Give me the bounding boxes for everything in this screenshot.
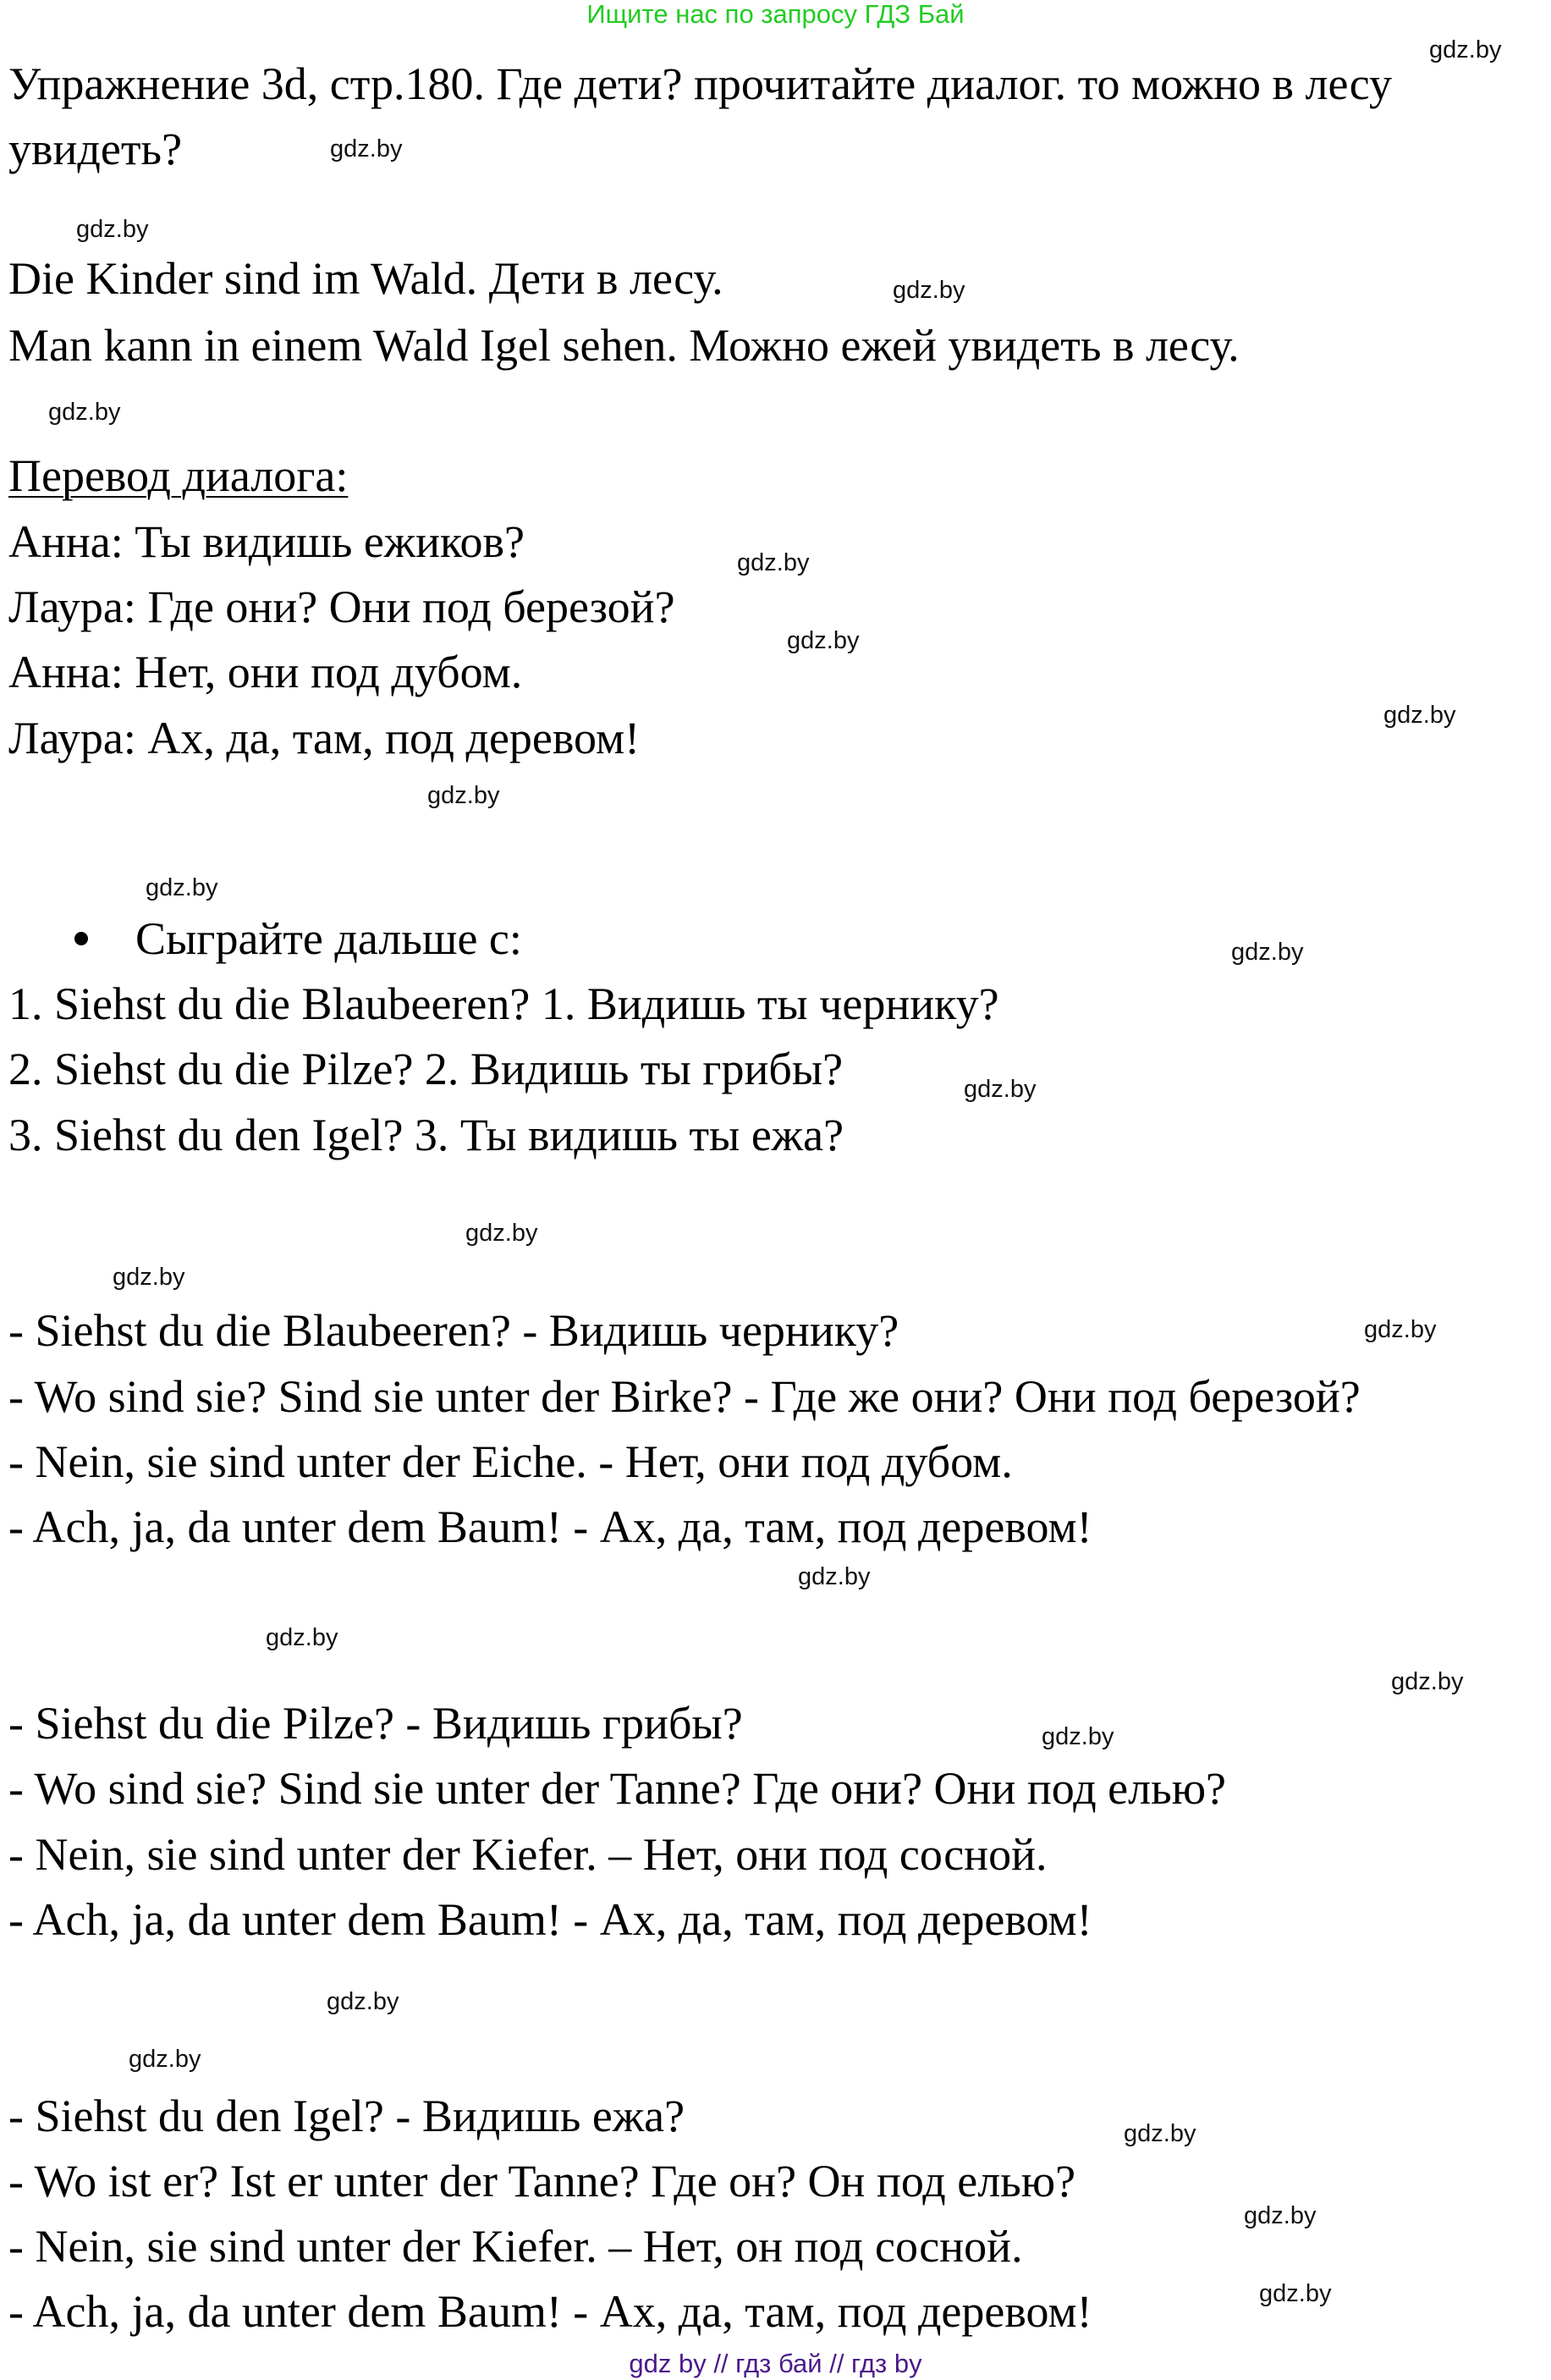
play-item: 1. Siehst du die Blaubeeren? 1. Видишь ты чернику? <box>8 978 999 1029</box>
exercise-title-line-2: увидеть? <box>8 124 183 174</box>
bullet-icon <box>74 932 88 945</box>
watermark: gdz.by <box>1364 1316 1437 1343</box>
watermark: gdz.by <box>737 549 810 576</box>
play-bullet-text: Сыграйте дальше с: <box>135 913 522 964</box>
watermark: gdz.by <box>427 782 500 809</box>
answer-line: Die Kinder sind im Wald. Дети в лесу. <box>8 253 723 304</box>
watermark: gdz.by <box>113 1264 185 1291</box>
watermark: gdz.by <box>1124 2120 1196 2147</box>
watermark: gdz.by <box>330 135 403 163</box>
watermark: gdz.by <box>1429 36 1502 63</box>
watermark: gdz.by <box>798 1563 871 1590</box>
dialog-2-line: - Siehst du die Pilze? - Видишь грибы? <box>8 1698 743 1749</box>
watermark: gdz.by <box>787 627 860 654</box>
watermark: gdz.by <box>327 1988 399 2015</box>
watermark: gdz.by <box>1383 702 1456 729</box>
watermark: gdz.by <box>1244 2202 1317 2229</box>
watermark: gdz.by <box>146 874 218 901</box>
translation-line: Анна: Ты видишь ежиков? <box>8 516 525 567</box>
watermark: gdz.by <box>465 1220 538 1247</box>
dialog-1-line: - Siehst du die Blaubeeren? - Видишь чернику? <box>8 1305 899 1356</box>
watermark: gdz.by <box>48 399 121 426</box>
dialog-2-line: - Wo sind sie? Sind sie unter der Tanne? Где они? Они под елью? <box>8 1763 1227 1814</box>
watermark: gdz.by <box>1231 939 1304 966</box>
footer-links[interactable]: gdz by // гдз бай // гдз by <box>629 2349 922 2378</box>
watermark: gdz.by <box>893 277 965 304</box>
dialog-1-line: - Ach, ja, da unter dem Baum! - Ах, да, там, под деревом! <box>8 1501 1092 1552</box>
dialog-2-line: - Ach, ja, da unter dem Baum! - Ах, да, там, под деревом! <box>8 1894 1092 1945</box>
dialog-1-line: - Wo sind sie? Sind sie unter der Birke? - Где же они? Они под березой? <box>8 1371 1361 1422</box>
watermark: gdz.by <box>1042 1723 1114 1750</box>
dialog-2-line: - Nein, sie sind unter der Kiefer. – Нет, они под сосной. <box>8 1829 1048 1880</box>
translation-line: Лаура: Где они? Они под березой? <box>8 581 675 632</box>
dialog-3-line: - Wo ist er? Ist er unter der Tanne? Где он? Он под елью? <box>8 2156 1076 2206</box>
watermark: gdz.by <box>1391 1668 1464 1695</box>
watermark: gdz.by <box>76 216 149 243</box>
play-item: 3. Siehst du den Igel? 3. Ты видишь ты ежа? <box>8 1110 844 1160</box>
answer-line: Man kann in einem Wald Igel sehen. Можно ежей увидеть в лесу. <box>8 320 1240 371</box>
watermark: gdz.by <box>266 1624 338 1651</box>
watermark: gdz.by <box>964 1076 1037 1103</box>
dialog-3-line: - Siehst du den Igel? - Видишь ежа? <box>8 2091 685 2141</box>
exercise-title-line-1: Упражнение 3d, стр.180. Где дети? прочитайте диалог. то можно в лесу <box>8 58 1393 109</box>
header-banner[interactable]: Ищите нас по запросу ГДЗ Бай <box>586 0 965 29</box>
dialog-3-line: - Ach, ja, da unter dem Baum! - Ах, да, там, под деревом! <box>8 2286 1092 2337</box>
translation-line: Лаура: Ах, да, там, под деревом! <box>8 713 641 763</box>
watermark: gdz.by <box>129 2046 201 2073</box>
translation-heading: Перевод диалога: <box>8 450 349 501</box>
dialog-3-line: - Nein, sie sind unter der Kiefer. – Нет, он под сосной. <box>8 2221 1023 2272</box>
translation-line: Анна: Нет, они под дубом. <box>8 647 523 697</box>
dialog-1-line: - Nein, sie sind unter der Eiche. - Нет, они под дубом. <box>8 1436 1013 1487</box>
play-item: 2. Siehst du die Pilze? 2. Видишь ты грибы? <box>8 1044 844 1094</box>
watermark: gdz.by <box>1259 2280 1332 2307</box>
